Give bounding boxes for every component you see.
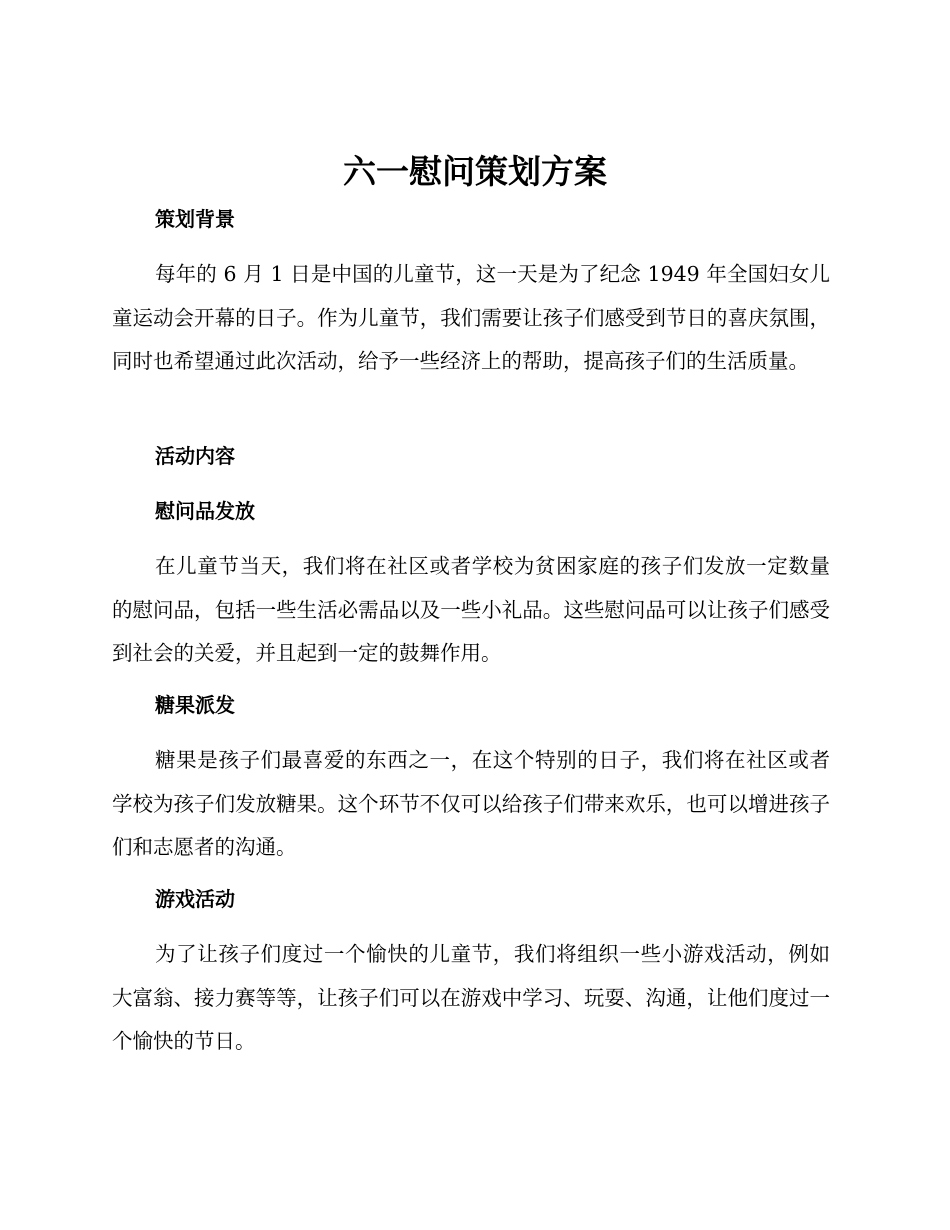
section-heading-background: 策划背景 — [155, 207, 235, 231]
section-heading-games: 游戏活动 — [155, 887, 235, 911]
section-heading-gifts: 慰问品发放 — [155, 499, 255, 523]
section-paragraph-candy: 糖果是孩子们最喜爱的东西之一，在这个特别的日子，我们将在社区或者学校为孩子们发放糖果。这个环节不仅可以给孩子们带来欢乐，也可以增进孩子们和志愿者的沟通。 — [112, 748, 830, 859]
document-title: 六一慰问策划方案 — [343, 152, 607, 191]
section-paragraph-games: 为了让孩子们度过一个愉快的儿童节，我们将组织一些小游戏活动，例如大富翁、接力赛等等，让孩子们可以在游戏中学习、玩耍、沟通，让他们度过一个愉快的节日。 — [112, 942, 830, 1053]
section-paragraph-background: 每年的 6 月 1 日是中国的儿童节，这一天是为了纪念 1949 年全国妇女儿童运动会开幕的日子。作为儿童节，我们需要让孩子们感受到节日的喜庆氛围，同时也希望通过此次活动，给予一些经济上的帮助，提高孩子们的生活质量。 — [112, 262, 830, 373]
section-heading-candy: 糖果派发 — [155, 693, 235, 717]
section-paragraph-gifts: 在儿童节当天，我们将在社区或者学校为贫困家庭的孩子们发放一定数量的慰问品，包括一些生活必需品以及一些小礼品。这些慰问品可以让孩子们感受到社会的关爱，并且起到一定的鼓舞作用。 — [112, 554, 830, 665]
section-heading-activities: 活动内容 — [155, 444, 235, 468]
